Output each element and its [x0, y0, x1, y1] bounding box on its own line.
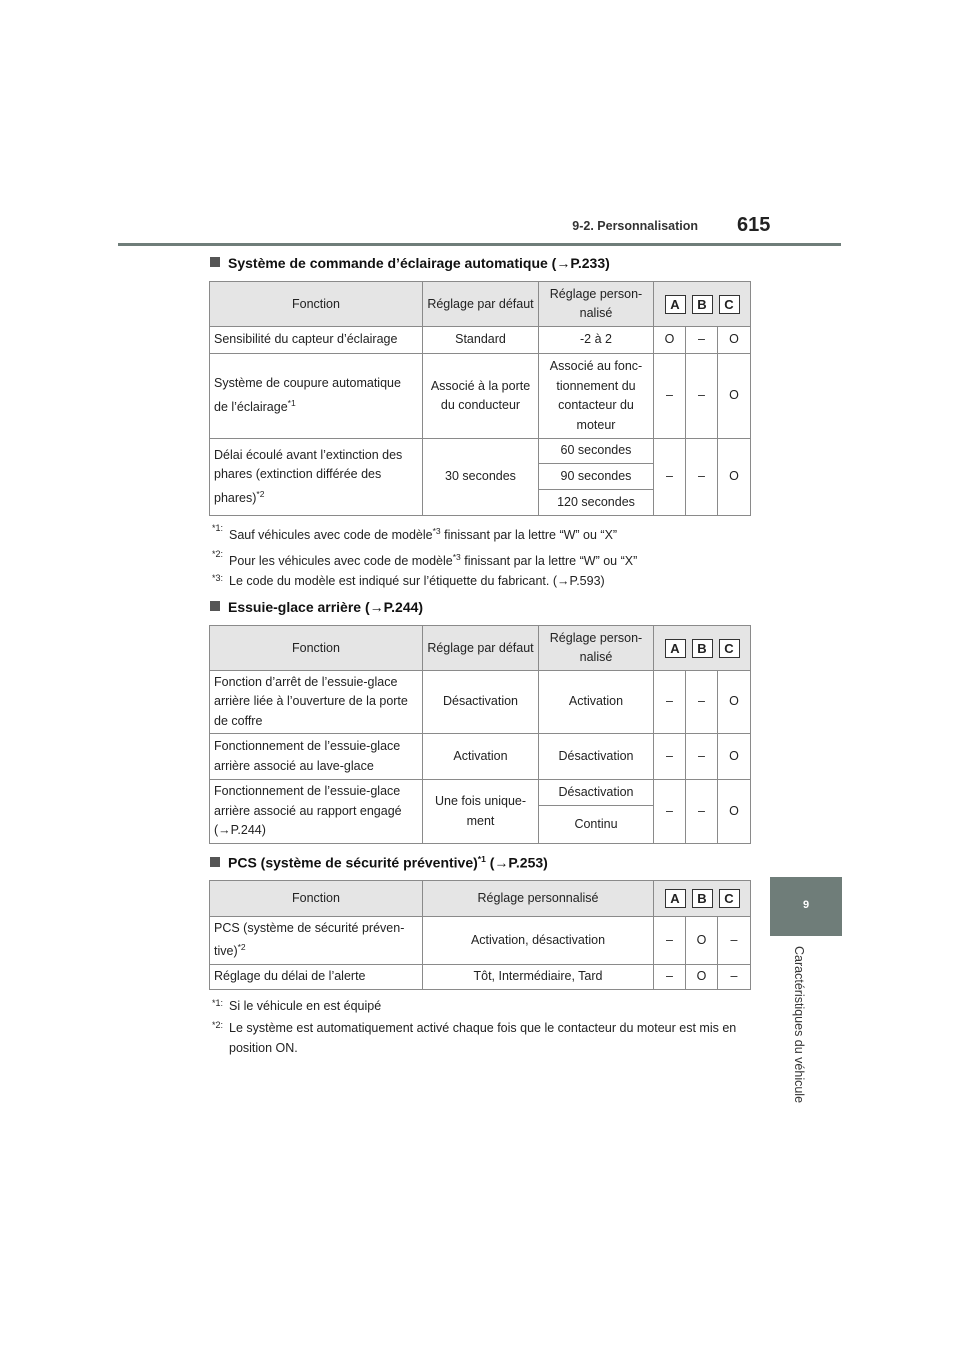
- cell-a: –: [654, 439, 686, 516]
- cell-perso-option: 60 secondes: [539, 439, 654, 464]
- cell-fonction: [210, 917, 423, 965]
- cell-a: –: [654, 780, 686, 844]
- cell-perso-option: Continu: [539, 806, 654, 844]
- cell-a: –: [654, 354, 686, 439]
- cell-a: –: [654, 734, 686, 780]
- table-header-row: [210, 626, 751, 671]
- cell-b: –: [686, 327, 718, 354]
- cell-perso-option: Désactivation: [539, 780, 654, 806]
- footnote-ref: *3: [432, 526, 441, 536]
- col-perso: Réglage person-nalisé: [539, 282, 654, 327]
- col-perso: Réglage person-nalisé: [539, 626, 654, 671]
- cell-fonction: [210, 354, 423, 439]
- letter-a-icon: A: [665, 639, 686, 658]
- section-title-text: Système de commande d’éclairage automatique (→P.233): [228, 255, 610, 271]
- cell-perso: Activation: [539, 671, 654, 734]
- cell-fonction-text: PCS (système de sécurité préven-tive): [214, 920, 405, 959]
- letter-c-icon: C: [719, 639, 740, 658]
- cell-b: –: [686, 439, 718, 516]
- cell-perso-option: 90 secondes: [539, 464, 654, 490]
- table-essuie-glace: [209, 625, 751, 844]
- square-bullet-icon: [210, 257, 220, 267]
- cell-c: O: [718, 734, 751, 780]
- cell-c: –: [718, 965, 751, 990]
- footnote-text: Pour les véhicules avec code de modèle: [229, 554, 453, 569]
- footnote: [212, 521, 617, 545]
- section-heading-eclairage: [210, 255, 610, 271]
- table-row: [210, 734, 751, 780]
- table-row: [210, 671, 751, 734]
- cell-defaut: Standard: [423, 327, 539, 354]
- cell-b: –: [686, 780, 718, 844]
- cell-a: –: [654, 917, 686, 965]
- footnote-text: Si le véhicule en est équipé: [229, 999, 382, 1013]
- cell-b: O: [686, 965, 718, 990]
- cell-defaut: 30 secondes: [423, 439, 539, 516]
- footnote: [212, 547, 637, 571]
- letter-c-icon: C: [719, 295, 740, 314]
- col-defaut: Réglage par défaut: [423, 626, 539, 671]
- cell-a: O: [654, 327, 686, 354]
- table-row: [210, 439, 751, 464]
- table-row: [210, 354, 751, 439]
- col-abc: [654, 626, 751, 671]
- cell-c: O: [718, 671, 751, 734]
- section-page-ref: (→P.253): [485, 854, 548, 871]
- letter-c-icon: C: [719, 889, 740, 908]
- chapter-title: Caractéristiques du véhicule: [792, 946, 806, 1104]
- cell-defaut: Activation: [423, 734, 539, 780]
- footnote-ref: *2: [256, 488, 265, 499]
- footnote-mark: *2:: [212, 1020, 224, 1030]
- cell-c: O: [718, 780, 751, 844]
- footnote-text: Le code du modèle est indiqué sur l’étiquette du fabricant. (→P.593): [229, 574, 605, 588]
- letter-b-icon: B: [692, 639, 713, 658]
- footnote-mark: *2:: [212, 549, 224, 559]
- footnote-text: Le système est automatiquement activé chaque fois que le contacteur du moteur est mis en position ON.: [229, 1021, 737, 1055]
- header-section-title: 9-2. Personnalisation: [572, 219, 698, 233]
- cell-perso: Activation, désactivation: [423, 917, 654, 965]
- cell-defaut: Associé à la porte du conducteur: [423, 354, 539, 439]
- footnote-ref: *3: [452, 552, 461, 562]
- cell-a: –: [654, 671, 686, 734]
- chapter-tab: 9: [770, 877, 842, 936]
- table-header-row: [210, 881, 751, 917]
- cell-c: –: [718, 917, 751, 965]
- col-fonction: Fonction: [210, 881, 423, 917]
- section-heading-pcs: [210, 854, 548, 871]
- cell-b: O: [686, 917, 718, 965]
- header-divider: [118, 243, 841, 246]
- letter-a-icon: A: [665, 295, 686, 314]
- square-bullet-icon: [210, 601, 220, 611]
- cell-perso: Associé au fonc-tionnement du contacteur du moteur: [539, 354, 654, 439]
- footnote-ref: *1: [287, 397, 296, 408]
- table-header-row: [210, 282, 751, 327]
- cell-defaut: Une fois unique-ment: [423, 780, 539, 844]
- footnote: [212, 996, 381, 1016]
- cell-b: –: [686, 734, 718, 780]
- cell-perso: -2 à 2: [539, 327, 654, 354]
- table-eclairage: [209, 281, 751, 516]
- footnote-mark: *1:: [212, 998, 224, 1008]
- cell-c: O: [718, 354, 751, 439]
- col-abc: [654, 881, 751, 917]
- col-perso: Réglage personnalisé: [423, 881, 654, 917]
- footnote: [212, 1018, 744, 1058]
- footnote-text: Sauf véhicules avec code de modèle: [229, 528, 433, 543]
- col-fonction: Fonction: [210, 282, 423, 327]
- letter-b-icon: B: [692, 295, 713, 314]
- col-defaut: Réglage par défaut: [423, 282, 539, 327]
- cell-defaut: Désactivation: [423, 671, 539, 734]
- square-bullet-icon: [210, 857, 220, 867]
- footnote-ref: *2: [237, 942, 246, 953]
- cell-fonction: Sensibilité du capteur d’éclairage: [210, 327, 423, 354]
- letter-a-icon: A: [665, 889, 686, 908]
- cell-perso: Désactivation: [539, 734, 654, 780]
- page-number: 615: [737, 214, 771, 236]
- cell-b: –: [686, 671, 718, 734]
- letter-b-icon: B: [692, 889, 713, 908]
- section-title-text: Essuie-glace arrière (→P.244): [228, 599, 424, 615]
- cell-fonction: Fonction d’arrêt de l’essuie-glace arrière liée à l’ouverture de la porte de coffre: [210, 671, 423, 734]
- footnote-mark: *3:: [212, 573, 224, 583]
- col-abc: [654, 282, 751, 327]
- footnote-text-end: finissant par la lettre “W” ou “X”: [440, 528, 618, 543]
- section-heading-essuie-glace: [210, 599, 423, 615]
- cell-a: –: [654, 965, 686, 990]
- table-row: [210, 965, 751, 990]
- cell-c: O: [718, 439, 751, 516]
- footnote-ref: *1: [477, 854, 486, 864]
- table-row: [210, 327, 751, 354]
- cell-fonction: Réglage du délai de l’alerte: [210, 965, 423, 990]
- cell-fonction-text: Délai écoulé avant l’extinction des phares (extinction différée des phares): [214, 447, 403, 505]
- section-title-text: PCS (système de sécurité préventive): [228, 854, 478, 871]
- cell-perso-option: 120 secondes: [539, 490, 654, 516]
- footnote: [212, 571, 605, 591]
- footnote-text-end: finissant par la lettre “W” ou “X”: [460, 554, 638, 569]
- cell-b: –: [686, 354, 718, 439]
- cell-fonction-text: Système de coupure automatique de l’éclairage: [214, 376, 401, 415]
- cell-c: O: [718, 327, 751, 354]
- table-row: [210, 780, 751, 806]
- cell-fonction: Fonctionnement de l’essuie-glace arrière associé au rapport engagé (→P.244): [210, 780, 423, 844]
- cell-perso: Tôt, Intermédiaire, Tard: [423, 965, 654, 990]
- col-fonction: Fonction: [210, 626, 423, 671]
- cell-fonction: Fonctionnement de l’essuie-glace arrière associé au lave-glace: [210, 734, 423, 780]
- footnote-mark: *1:: [212, 523, 224, 533]
- table-pcs: [209, 880, 751, 990]
- cell-fonction: [210, 439, 423, 516]
- table-row: [210, 917, 751, 965]
